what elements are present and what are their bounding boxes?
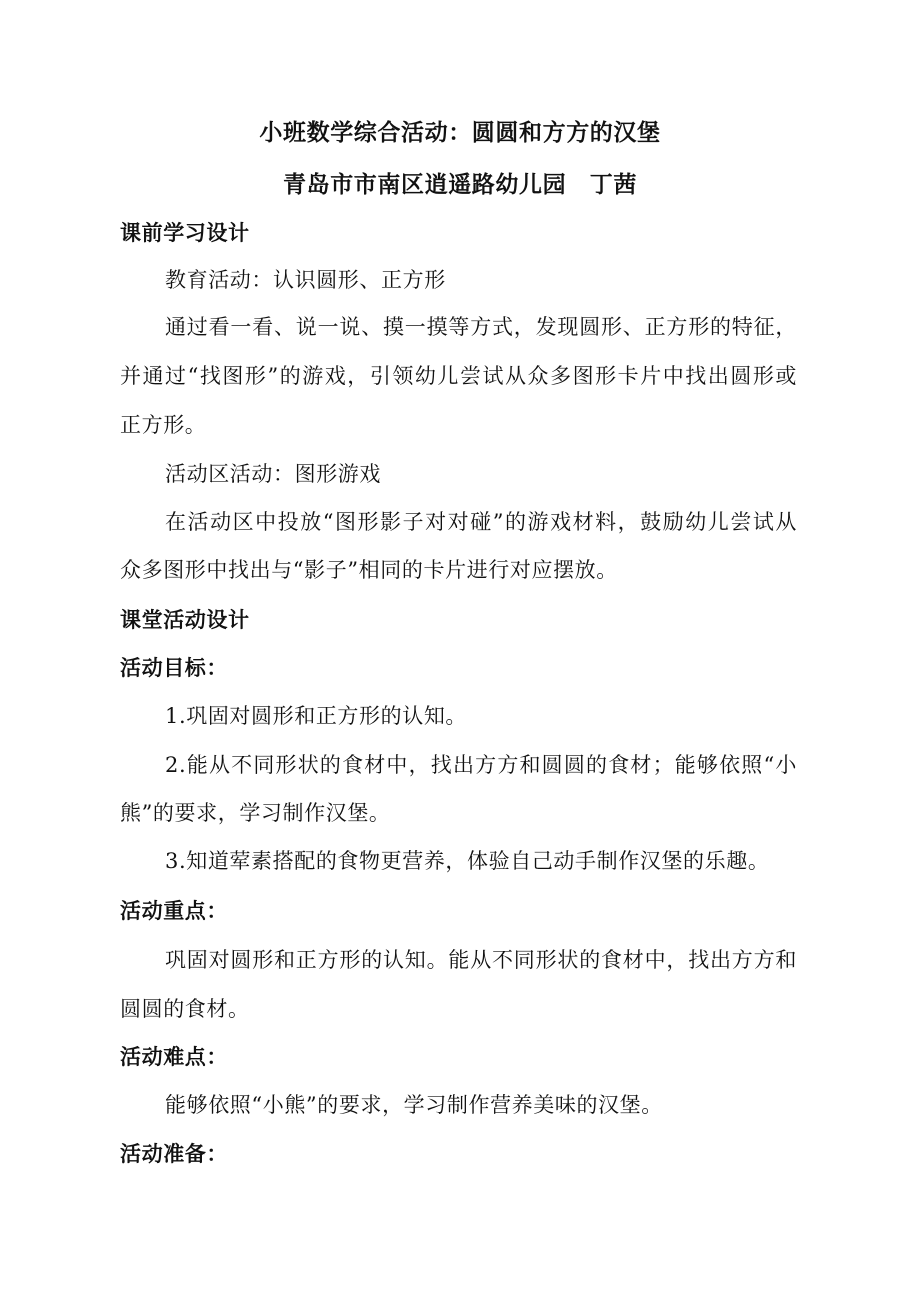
list-item: 1.巩固对圆形和正方形的认知。 bbox=[165, 704, 468, 728]
document-title: 小班数学综合活动：圆圆和方方的汉堡 bbox=[259, 120, 661, 146]
paragraph-line: 正方形。 bbox=[120, 413, 207, 437]
paragraph-line: 教育活动：认识圆形、正方形 bbox=[165, 268, 446, 292]
list-item: 2.能从不同形状的食材中，找出方方和圆圆的食材；能够依照“小 bbox=[165, 753, 797, 777]
paragraph-line: 能够依照“小熊”的要求，学习制作营养美味的汉堡。 bbox=[165, 1093, 663, 1117]
list-item: 3.知道荤素搭配的食物更营养，体验自己动手制作汉堡的乐趣。 bbox=[165, 849, 770, 873]
document-subtitle: 青岛市市南区逍遥路幼儿园 丁茜 bbox=[283, 172, 637, 198]
subsection-heading: 活动目标： bbox=[120, 656, 228, 680]
paragraph-line: 众多图形中找出与“影子”相同的卡片进行对应摆放。 bbox=[120, 558, 618, 582]
list-item-continuation: 熊”的要求，学习制作汉堡。 bbox=[120, 801, 391, 825]
paragraph-line: 巩固对圆形和正方形的认知。能从不同形状的食材中，找出方方和 bbox=[165, 948, 797, 972]
paragraph-line: 活动区活动：图形游戏 bbox=[165, 462, 381, 486]
section-heading: 课前学习设计 bbox=[120, 221, 250, 245]
paragraph-line: 通过看一看、说一说、摸一摸等方式，发现圆形、正方形的特征， bbox=[165, 315, 797, 339]
paragraph-line: 并通过“找图形”的游戏，引领幼儿尝试从众多图形卡片中找出圆形或 bbox=[120, 364, 797, 388]
subsection-heading: 活动难点： bbox=[120, 1045, 228, 1069]
section-heading: 课堂活动设计 bbox=[120, 608, 250, 632]
subsection-heading: 活动重点： bbox=[120, 899, 228, 923]
subsection-heading: 活动准备： bbox=[120, 1142, 228, 1166]
paragraph-line: 在活动区中投放“图形影子对对碰”的游戏材料，鼓励幼儿尝试从 bbox=[165, 510, 797, 534]
paragraph-line: 圆圆的食材。 bbox=[120, 997, 250, 1021]
